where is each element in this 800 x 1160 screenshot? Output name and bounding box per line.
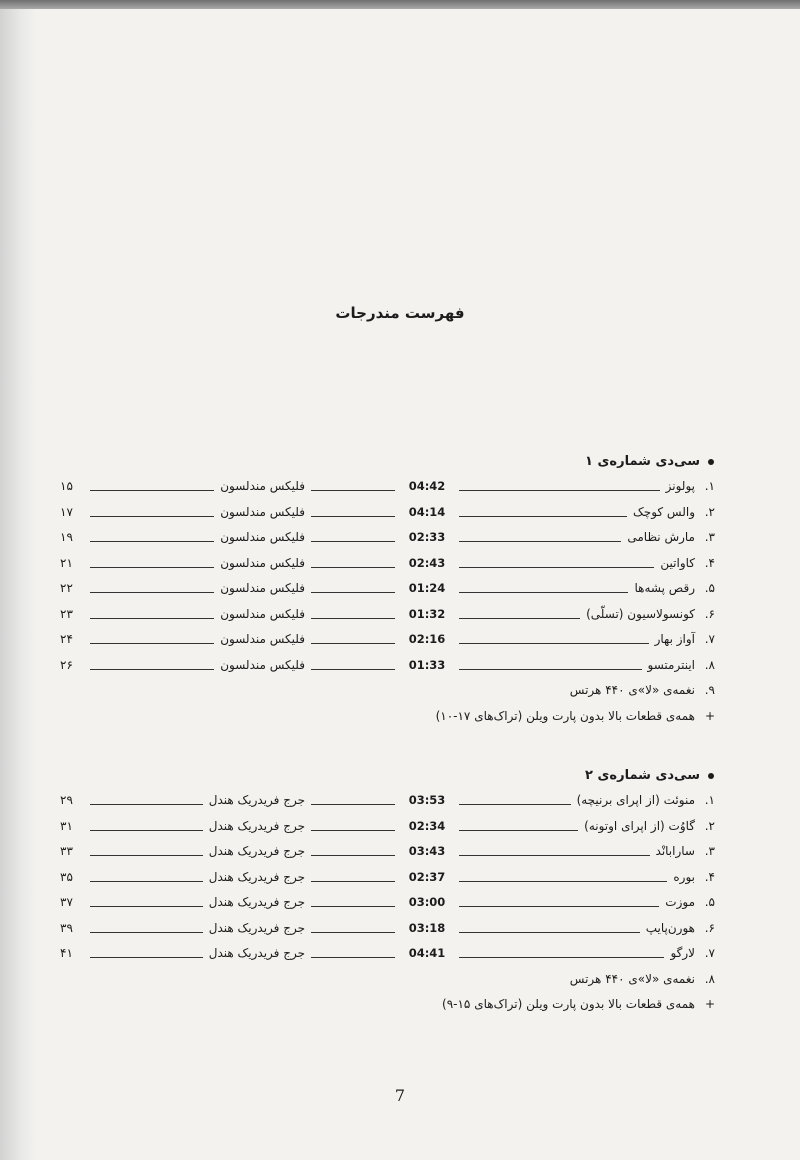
leader-line xyxy=(311,906,395,907)
section-heading-text: سی‌دی شماره‌ی ۲ xyxy=(585,768,700,783)
leader-line xyxy=(311,567,395,568)
track-composer: جرج فریدریک هندل xyxy=(208,946,305,960)
leader-line xyxy=(459,881,667,882)
track-row xyxy=(60,527,715,547)
track-number: ۵. xyxy=(704,581,715,595)
leader-line xyxy=(459,932,640,933)
leader-line xyxy=(311,804,395,805)
track-title: کاواتین xyxy=(660,555,695,570)
track-duration: 02:33 xyxy=(408,530,446,544)
track-page: ۱۵ xyxy=(60,479,73,493)
track-row xyxy=(60,655,715,675)
track-composer: جرج فریدریک هندل xyxy=(208,920,305,935)
track-page: ۲۹ xyxy=(60,793,73,807)
track-composer: جرج فریدریک هندل xyxy=(208,869,305,884)
leader-line xyxy=(90,516,214,517)
track-page: ۲۶ xyxy=(60,657,73,672)
track-composer: فلیکس مندلسون xyxy=(220,581,305,595)
track-row xyxy=(60,841,715,861)
track-row xyxy=(60,867,715,887)
leader-line xyxy=(459,957,664,958)
leader-line xyxy=(459,669,642,670)
track-title: اینترمتسو xyxy=(647,657,695,672)
track-composer: فلیکس مندلسون xyxy=(220,632,305,646)
track-number: ۶. xyxy=(704,606,715,621)
leader-line xyxy=(459,906,659,907)
track-number: ۷. xyxy=(704,632,715,646)
leader-line xyxy=(90,541,214,542)
leader-line xyxy=(90,567,214,568)
track-page: ۳۳ xyxy=(60,844,73,858)
leader-line xyxy=(90,881,203,882)
track-duration: 02:16 xyxy=(408,632,446,646)
leader-line xyxy=(311,957,395,958)
track-number: ۶. xyxy=(704,920,715,935)
track-page: ۴۱ xyxy=(60,946,73,960)
leader-line xyxy=(459,516,627,517)
track-row xyxy=(60,790,715,810)
track-duration: 02:43 xyxy=(408,555,446,570)
extra-number: + xyxy=(704,708,715,723)
extra-row xyxy=(60,680,715,700)
track-title: بوره xyxy=(673,869,695,884)
track-number: ۱. xyxy=(704,479,715,493)
track-duration: 02:37 xyxy=(408,869,446,884)
leader-line xyxy=(459,643,649,644)
track-title: گاوُت (از اپرای اوتونه) xyxy=(584,818,695,833)
track-row xyxy=(60,578,715,598)
leader-line xyxy=(311,516,395,517)
track-number: ۳. xyxy=(704,530,715,544)
track-duration: 03:53 xyxy=(408,793,446,807)
track-title: پولونز xyxy=(665,479,695,493)
track-number: ۲. xyxy=(704,818,715,833)
leader-line xyxy=(90,592,214,593)
extra-row xyxy=(60,706,715,726)
bullet-icon xyxy=(708,773,714,779)
leader-line xyxy=(90,906,203,907)
track-page: ۱۷ xyxy=(60,504,73,519)
leader-line xyxy=(459,567,654,568)
track-page: ۲۱ xyxy=(60,555,73,570)
leader-line xyxy=(311,541,395,542)
leader-line xyxy=(90,490,214,491)
track-duration: 02:34 xyxy=(408,818,446,833)
section-heading xyxy=(414,766,714,786)
leader-line xyxy=(311,618,395,619)
track-page: ۳۷ xyxy=(60,895,73,909)
extra-text: همه‌ی قطعات بالا بدون پارت ویلن (تراک‌های ۱۵-۹) xyxy=(442,997,695,1011)
extra-row xyxy=(60,969,715,989)
track-duration: 04:42 xyxy=(408,479,446,493)
leader-line xyxy=(90,669,214,670)
track-title: آواز بهار xyxy=(654,632,695,646)
leader-line xyxy=(90,957,203,958)
track-composer: فلیکس مندلسون xyxy=(220,530,305,544)
page-number: 7 xyxy=(394,1086,406,1105)
track-page: ۲۲ xyxy=(60,581,73,595)
leader-line xyxy=(459,804,571,805)
track-number: ۴. xyxy=(704,555,715,570)
extra-text: نغمه‌ی «لا»ی ۴۴۰ هرتس xyxy=(569,971,695,986)
track-title: رقص پشه‌ها xyxy=(634,581,695,595)
track-duration: 03:43 xyxy=(408,844,446,858)
track-title: والس کوچک xyxy=(633,504,695,519)
track-composer: فلیکس مندلسون xyxy=(220,504,305,519)
track-duration: 03:18 xyxy=(408,920,446,935)
track-title: مارش نظامی xyxy=(627,530,695,544)
track-composer: جرج فریدریک هندل xyxy=(208,895,305,909)
track-composer: فلیکس مندلسون xyxy=(220,555,305,570)
section-heading xyxy=(414,452,714,472)
track-composer: جرج فریدریک هندل xyxy=(208,844,305,858)
extra-number: ۸. xyxy=(704,971,715,986)
leader-line xyxy=(311,669,395,670)
track-row xyxy=(60,502,715,522)
extra-number: + xyxy=(704,997,715,1011)
page-title: فهرست مندرجات xyxy=(335,304,465,322)
track-page: ۲۳ xyxy=(60,606,73,621)
leader-line xyxy=(311,881,395,882)
track-title: کونسولاسیون (تسلّی) xyxy=(586,606,695,621)
leader-line xyxy=(459,490,660,491)
track-composer: جرج فریدریک هندل xyxy=(208,793,305,807)
track-composer: فلیکس مندلسون xyxy=(220,479,305,493)
track-row xyxy=(60,553,715,573)
leader-line xyxy=(90,618,214,619)
track-number: ۱. xyxy=(704,793,715,807)
track-composer: فلیکس مندلسون xyxy=(220,657,305,672)
extra-row xyxy=(60,994,715,1014)
track-number: ۴. xyxy=(704,869,715,884)
leader-line xyxy=(311,643,395,644)
extra-number: ۹. xyxy=(704,683,715,697)
track-title: لارگو xyxy=(670,946,695,960)
track-duration: 01:32 xyxy=(408,606,446,621)
track-row xyxy=(60,629,715,649)
track-number: ۳. xyxy=(704,844,715,858)
track-duration: 03:00 xyxy=(408,895,446,909)
track-row xyxy=(60,816,715,836)
track-row xyxy=(60,476,715,496)
track-duration: 04:14 xyxy=(408,504,446,519)
section-heading-text: سی‌دی شماره‌ی ۱ xyxy=(585,454,700,469)
track-number: ۸. xyxy=(704,657,715,672)
leader-line xyxy=(311,830,395,831)
leader-line xyxy=(90,643,214,644)
leader-line xyxy=(311,855,395,856)
scan-left-shadow xyxy=(0,9,36,1160)
leader-line xyxy=(311,490,395,491)
track-title: منوئت (از اپرای برنیچه) xyxy=(576,793,695,807)
track-page: ۳۹ xyxy=(60,920,73,935)
track-title: موزت xyxy=(665,895,695,909)
scan-top-edge xyxy=(0,0,800,9)
leader-line xyxy=(90,932,203,933)
leader-line xyxy=(311,932,395,933)
track-title: هورن‌پایپ xyxy=(645,920,695,935)
leader-line xyxy=(90,804,203,805)
track-number: ۲. xyxy=(704,504,715,519)
track-duration: 01:33 xyxy=(408,657,446,672)
track-row xyxy=(60,892,715,912)
track-composer: فلیکس مندلسون xyxy=(220,606,305,621)
leader-line xyxy=(459,830,578,831)
track-number: ۷. xyxy=(704,946,715,960)
track-page: ۳۵ xyxy=(60,869,73,884)
track-duration: 01:24 xyxy=(408,581,446,595)
track-page: ۱۹ xyxy=(60,530,73,544)
track-composer: جرج فریدریک هندل xyxy=(208,818,305,833)
leader-line xyxy=(90,855,203,856)
track-title: سارابانْد xyxy=(655,844,695,858)
extra-text: همه‌ی قطعات بالا بدون پارت ویلن (تراک‌های ۱۷-۱۰) xyxy=(435,708,695,723)
bullet-icon xyxy=(708,459,714,465)
track-row xyxy=(60,604,715,624)
track-row xyxy=(60,943,715,963)
track-page: ۳۱ xyxy=(60,818,73,833)
leader-line xyxy=(311,592,395,593)
track-duration: 04:41 xyxy=(408,946,446,960)
leader-line xyxy=(459,541,621,542)
track-page: ۲۴ xyxy=(60,632,73,646)
leader-line xyxy=(90,830,203,831)
extra-text: نغمه‌ی «لا»ی ۴۴۰ هرتس xyxy=(569,683,695,697)
leader-line xyxy=(459,592,628,593)
track-number: ۵. xyxy=(704,895,715,909)
leader-line xyxy=(459,618,580,619)
track-row xyxy=(60,918,715,938)
leader-line xyxy=(459,855,650,856)
